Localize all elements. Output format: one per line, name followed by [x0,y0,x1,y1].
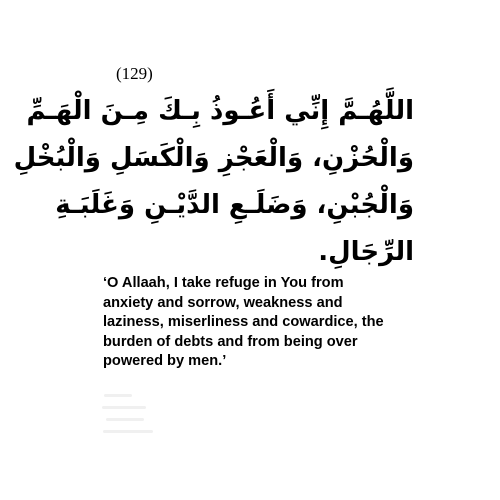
english-translation [103,274,409,372]
arabic-line: وَالْحُزْنِ، وَالْعَجْزِ وَالْكَسَلِ وَالْبُخْلِ [13,143,414,173]
translation-line: ‘O Allaah, I take refuge in You from [103,275,344,291]
show-through-marks [100,392,160,446]
arabic-line: وَالْجُبْنِ، وَضَلَـعِ الدَّيْـنِ وَغَلَبَـةِ [55,190,414,220]
translation-line: laziness, miserliness and cowardice, the [103,314,384,330]
translation-line: anxiety and sorrow, weakness and [103,294,343,311]
arabic-line: الرِّجَالِ. [318,237,414,267]
translation-line: burden of debts and from being over [103,333,358,350]
arabic-line: اللَّهُـمَّ إِنِّي أَعُـوذُ بِـكَ مِـنَ الْهَـمِّ [26,96,414,126]
arabic-supplication [13,88,414,276]
supplication-number: (129) [116,64,153,83]
translation-line: powered by men.’ [103,353,227,369]
